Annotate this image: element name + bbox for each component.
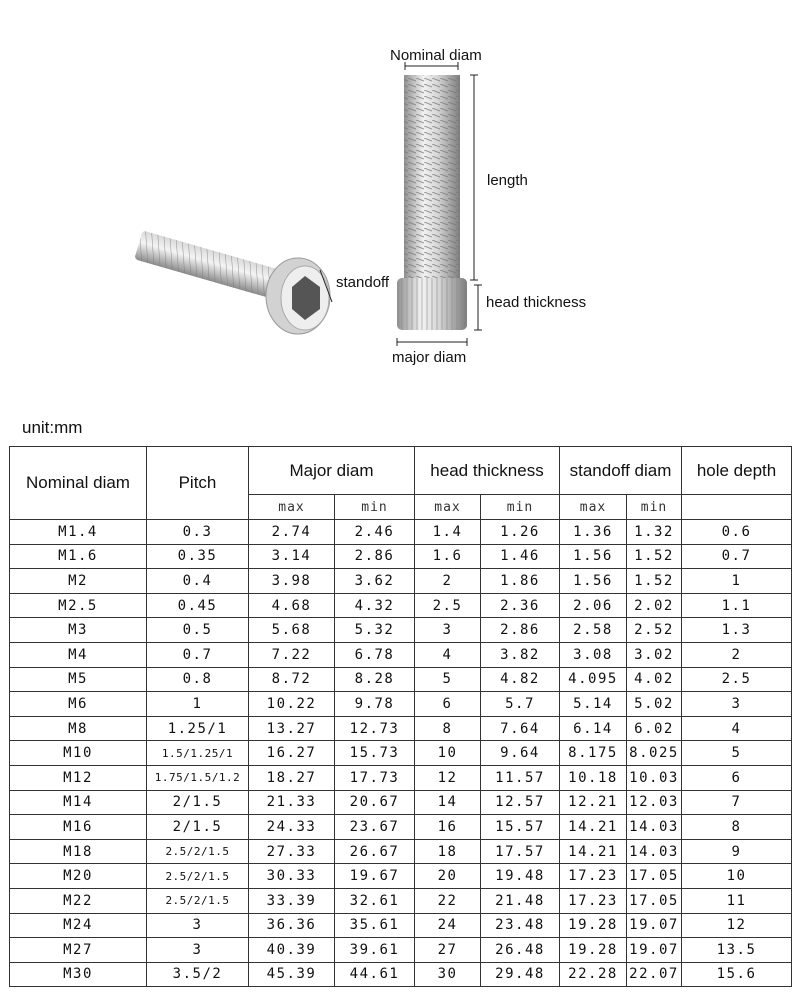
head-max-cell: 3 bbox=[415, 618, 481, 643]
nominal-cell: M10 bbox=[10, 741, 147, 766]
major-min-cell: 44.61 bbox=[335, 962, 415, 987]
major-min-cell: 4.32 bbox=[335, 593, 415, 618]
hole-depth-cell: 1 bbox=[682, 569, 792, 594]
pitch-cell: 1.5/1.25/1 bbox=[147, 741, 249, 766]
table-row bbox=[10, 741, 792, 766]
table-row bbox=[10, 888, 792, 913]
pitch-cell: 0.8 bbox=[147, 667, 249, 692]
nominal-cell: M14 bbox=[10, 790, 147, 815]
standoff-max-cell: 1.36 bbox=[560, 520, 627, 545]
major-max-cell: 4.68 bbox=[249, 593, 335, 618]
major-max-cell: 3.14 bbox=[249, 544, 335, 569]
hole-depth-cell: 1.3 bbox=[682, 618, 792, 643]
head-min-cell: 19.48 bbox=[481, 864, 560, 889]
nominal-cell: M3 bbox=[10, 618, 147, 643]
head-min-cell: 3.82 bbox=[481, 642, 560, 667]
major-min-cell: 15.73 bbox=[335, 741, 415, 766]
table-row bbox=[10, 790, 792, 815]
head-min-cell: 26.48 bbox=[481, 938, 560, 963]
table-row bbox=[10, 913, 792, 938]
standoff-max-cell: 17.23 bbox=[560, 864, 627, 889]
hole-depth-cell: 5 bbox=[682, 741, 792, 766]
major-min-cell: 26.67 bbox=[335, 839, 415, 864]
standoff-min-cell: 5.02 bbox=[627, 692, 682, 717]
standoff-min-cell: 17.05 bbox=[627, 864, 682, 889]
table-row bbox=[10, 544, 792, 569]
standoff-max-cell: 2.58 bbox=[560, 618, 627, 643]
head-min-cell: 11.57 bbox=[481, 765, 560, 790]
head-min-cell: 12.57 bbox=[481, 790, 560, 815]
nominal-cell: M30 bbox=[10, 962, 147, 987]
standoff-max-cell: 8.175 bbox=[560, 741, 627, 766]
standoff-max-cell: 1.56 bbox=[560, 544, 627, 569]
major-max-cell: 24.33 bbox=[249, 815, 335, 840]
major-min-cell: 2.46 bbox=[335, 520, 415, 545]
hole-depth-cell: 11 bbox=[682, 888, 792, 913]
standoff-min-cell: 6.02 bbox=[627, 716, 682, 741]
nominal-cell: M18 bbox=[10, 839, 147, 864]
nominal-diam-label: Nominal diam bbox=[390, 47, 482, 64]
major-min-cell: 35.61 bbox=[335, 913, 415, 938]
standoff-max-cell: 6.14 bbox=[560, 716, 627, 741]
head-max-cell: 1.4 bbox=[415, 520, 481, 545]
major-max-cell: 21.33 bbox=[249, 790, 335, 815]
pitch-cell: 3 bbox=[147, 913, 249, 938]
nominal-cell: M6 bbox=[10, 692, 147, 717]
pitch-cell: 2.5/2/1.5 bbox=[147, 888, 249, 913]
head-min-cell: 4.82 bbox=[481, 667, 560, 692]
major-min-cell: 6.78 bbox=[335, 642, 415, 667]
major-max-cell: 40.39 bbox=[249, 938, 335, 963]
pitch-cell: 3 bbox=[147, 938, 249, 963]
table-row bbox=[10, 520, 792, 545]
header-nominal-diam: Nominal diam bbox=[10, 447, 147, 520]
table-row bbox=[10, 692, 792, 717]
hole-depth-cell: 3 bbox=[682, 692, 792, 717]
head-min-cell: 2.86 bbox=[481, 618, 560, 643]
major-min-cell: 32.61 bbox=[335, 888, 415, 913]
head-min-cell: 29.48 bbox=[481, 962, 560, 987]
standoff-max-cell: 10.18 bbox=[560, 765, 627, 790]
head-min-cell: 7.64 bbox=[481, 716, 560, 741]
standoff-min-cell: 12.03 bbox=[627, 790, 682, 815]
pitch-cell: 2.5/2/1.5 bbox=[147, 864, 249, 889]
table-row bbox=[10, 642, 792, 667]
major-max-cell: 36.36 bbox=[249, 913, 335, 938]
subheader-max: max bbox=[249, 495, 335, 520]
major-min-cell: 8.28 bbox=[335, 667, 415, 692]
nominal-cell: M2.5 bbox=[10, 593, 147, 618]
subheader-max: max bbox=[560, 495, 627, 520]
head-max-cell: 14 bbox=[415, 790, 481, 815]
pitch-cell: 0.4 bbox=[147, 569, 249, 594]
standoff-min-cell: 8.025 bbox=[627, 741, 682, 766]
head-min-cell: 5.7 bbox=[481, 692, 560, 717]
subheader-min: min bbox=[335, 495, 415, 520]
hole-depth-cell: 1.1 bbox=[682, 593, 792, 618]
head-min-cell: 15.57 bbox=[481, 815, 560, 840]
standoff-max-cell: 2.06 bbox=[560, 593, 627, 618]
head-max-cell: 18 bbox=[415, 839, 481, 864]
pitch-cell: 3.5/2 bbox=[147, 962, 249, 987]
head-min-cell: 2.36 bbox=[481, 593, 560, 618]
standoff-max-cell: 19.28 bbox=[560, 913, 627, 938]
major-max-cell: 8.72 bbox=[249, 667, 335, 692]
hole-depth-cell: 7 bbox=[682, 790, 792, 815]
standoff-max-cell: 1.56 bbox=[560, 569, 627, 594]
pitch-cell: 0.5 bbox=[147, 618, 249, 643]
major-min-cell: 9.78 bbox=[335, 692, 415, 717]
major-max-cell: 10.22 bbox=[249, 692, 335, 717]
major-max-cell: 2.74 bbox=[249, 520, 335, 545]
pitch-cell: 2/1.5 bbox=[147, 815, 249, 840]
standoff-min-cell: 22.07 bbox=[627, 962, 682, 987]
major-max-cell: 3.98 bbox=[249, 569, 335, 594]
head-max-cell: 5 bbox=[415, 667, 481, 692]
head-max-cell: 2 bbox=[415, 569, 481, 594]
subheader-empty bbox=[682, 495, 792, 520]
head-max-cell: 16 bbox=[415, 815, 481, 840]
standoff-min-cell: 4.02 bbox=[627, 667, 682, 692]
pitch-cell: 0.3 bbox=[147, 520, 249, 545]
major-max-cell: 33.39 bbox=[249, 888, 335, 913]
pitch-cell: 0.45 bbox=[147, 593, 249, 618]
head-thickness-label: head thickness bbox=[486, 294, 587, 311]
nominal-cell: M27 bbox=[10, 938, 147, 963]
pitch-cell: 1.25/1 bbox=[147, 716, 249, 741]
major-max-cell: 7.22 bbox=[249, 642, 335, 667]
standoff-max-cell: 3.08 bbox=[560, 642, 627, 667]
spec-table bbox=[9, 446, 792, 987]
hole-depth-cell: 6 bbox=[682, 765, 792, 790]
table-row bbox=[10, 864, 792, 889]
table-row bbox=[10, 839, 792, 864]
major-max-cell: 30.33 bbox=[249, 864, 335, 889]
hole-depth-cell: 9 bbox=[682, 839, 792, 864]
major-max-cell: 16.27 bbox=[249, 741, 335, 766]
table-row bbox=[10, 765, 792, 790]
head-max-cell: 4 bbox=[415, 642, 481, 667]
hole-depth-cell: 8 bbox=[682, 815, 792, 840]
table-row bbox=[10, 815, 792, 840]
standoff-min-cell: 2.52 bbox=[627, 618, 682, 643]
major-max-cell: 5.68 bbox=[249, 618, 335, 643]
standoff-label: standoff bbox=[336, 274, 390, 291]
table-row bbox=[10, 716, 792, 741]
nominal-cell: M2 bbox=[10, 569, 147, 594]
head-max-cell: 24 bbox=[415, 913, 481, 938]
head-max-cell: 10 bbox=[415, 741, 481, 766]
table-row bbox=[10, 593, 792, 618]
head-min-cell: 17.57 bbox=[481, 839, 560, 864]
major-max-cell: 27.33 bbox=[249, 839, 335, 864]
major-max-cell: 45.39 bbox=[249, 962, 335, 987]
standoff-max-cell: 14.21 bbox=[560, 815, 627, 840]
subheader-max: max bbox=[415, 495, 481, 520]
standoff-min-cell: 3.02 bbox=[627, 642, 682, 667]
unit-label: unit:mm bbox=[22, 418, 83, 437]
subheader-min: min bbox=[481, 495, 560, 520]
header-head-thickness: head thickness bbox=[415, 447, 560, 495]
head-max-cell: 27 bbox=[415, 938, 481, 963]
head-min-cell: 1.26 bbox=[481, 520, 560, 545]
head-max-cell: 8 bbox=[415, 716, 481, 741]
header-hole-depth: hole depth bbox=[682, 447, 792, 495]
nominal-cell: M5 bbox=[10, 667, 147, 692]
major-min-cell: 3.62 bbox=[335, 569, 415, 594]
nominal-cell: M12 bbox=[10, 765, 147, 790]
standoff-max-cell: 22.28 bbox=[560, 962, 627, 987]
hole-depth-cell: 10 bbox=[682, 864, 792, 889]
major-min-cell: 12.73 bbox=[335, 716, 415, 741]
hole-depth-cell: 0.6 bbox=[682, 520, 792, 545]
table-row bbox=[10, 569, 792, 594]
standoff-max-cell: 5.14 bbox=[560, 692, 627, 717]
head-min-cell: 1.86 bbox=[481, 569, 560, 594]
standoff-min-cell: 1.52 bbox=[627, 569, 682, 594]
head-min-cell: 23.48 bbox=[481, 913, 560, 938]
screw-diagram bbox=[0, 0, 800, 400]
pitch-cell: 0.35 bbox=[147, 544, 249, 569]
head-min-cell: 1.46 bbox=[481, 544, 560, 569]
major-max-cell: 13.27 bbox=[249, 716, 335, 741]
hole-depth-cell: 2 bbox=[682, 642, 792, 667]
standoff-max-cell: 4.095 bbox=[560, 667, 627, 692]
major-min-cell: 23.67 bbox=[335, 815, 415, 840]
hole-depth-cell: 4 bbox=[682, 716, 792, 741]
header-pitch: Pitch bbox=[147, 447, 249, 520]
lying-screw bbox=[134, 230, 330, 334]
major-diam-label: major diam bbox=[392, 349, 467, 366]
nominal-cell: M16 bbox=[10, 815, 147, 840]
standoff-min-cell: 19.07 bbox=[627, 938, 682, 963]
standoff-max-cell: 12.21 bbox=[560, 790, 627, 815]
standoff-max-cell: 19.28 bbox=[560, 938, 627, 963]
length-label: length bbox=[487, 172, 528, 189]
table-row bbox=[10, 618, 792, 643]
major-min-cell: 2.86 bbox=[335, 544, 415, 569]
nominal-cell: M1.4 bbox=[10, 520, 147, 545]
table-row bbox=[10, 938, 792, 963]
hole-depth-cell: 13.5 bbox=[682, 938, 792, 963]
hole-depth-cell: 12 bbox=[682, 913, 792, 938]
nominal-cell: M22 bbox=[10, 888, 147, 913]
nominal-cell: M4 bbox=[10, 642, 147, 667]
header-standoff-diam: standoff diam bbox=[560, 447, 682, 495]
standoff-min-cell: 19.07 bbox=[627, 913, 682, 938]
standoff-min-cell: 2.02 bbox=[627, 593, 682, 618]
head-min-cell: 9.64 bbox=[481, 741, 560, 766]
standoff-min-cell: 1.52 bbox=[627, 544, 682, 569]
standoff-min-cell: 14.03 bbox=[627, 839, 682, 864]
major-min-cell: 5.32 bbox=[335, 618, 415, 643]
major-max-cell: 18.27 bbox=[249, 765, 335, 790]
pitch-cell: 0.7 bbox=[147, 642, 249, 667]
pitch-cell: 1.75/1.5/1.2 bbox=[147, 765, 249, 790]
head-min-cell: 21.48 bbox=[481, 888, 560, 913]
standoff-min-cell: 1.32 bbox=[627, 520, 682, 545]
upright-screw bbox=[397, 75, 467, 330]
standoff-min-cell: 10.03 bbox=[627, 765, 682, 790]
header-major-diam: Major diam bbox=[249, 447, 415, 495]
head-max-cell: 22 bbox=[415, 888, 481, 913]
standoff-min-cell: 14.03 bbox=[627, 815, 682, 840]
pitch-cell: 2.5/2/1.5 bbox=[147, 839, 249, 864]
spec-table-body bbox=[10, 520, 792, 987]
head-max-cell: 30 bbox=[415, 962, 481, 987]
head-max-cell: 20 bbox=[415, 864, 481, 889]
hole-depth-cell: 15.6 bbox=[682, 962, 792, 987]
table-row bbox=[10, 667, 792, 692]
hole-depth-cell: 0.7 bbox=[682, 544, 792, 569]
standoff-min-cell: 17.05 bbox=[627, 888, 682, 913]
nominal-cell: M24 bbox=[10, 913, 147, 938]
head-max-cell: 6 bbox=[415, 692, 481, 717]
hole-depth-cell: 2.5 bbox=[682, 667, 792, 692]
standoff-max-cell: 17.23 bbox=[560, 888, 627, 913]
pitch-cell: 2/1.5 bbox=[147, 790, 249, 815]
major-min-cell: 19.67 bbox=[335, 864, 415, 889]
major-min-cell: 17.73 bbox=[335, 765, 415, 790]
nominal-cell: M20 bbox=[10, 864, 147, 889]
subheader-min: min bbox=[627, 495, 682, 520]
head-max-cell: 1.6 bbox=[415, 544, 481, 569]
major-min-cell: 20.67 bbox=[335, 790, 415, 815]
pitch-cell: 1 bbox=[147, 692, 249, 717]
table-row bbox=[10, 962, 792, 987]
standoff-max-cell: 14.21 bbox=[560, 839, 627, 864]
major-min-cell: 39.61 bbox=[335, 938, 415, 963]
head-max-cell: 12 bbox=[415, 765, 481, 790]
nominal-cell: M8 bbox=[10, 716, 147, 741]
head-max-cell: 2.5 bbox=[415, 593, 481, 618]
nominal-cell: M1.6 bbox=[10, 544, 147, 569]
